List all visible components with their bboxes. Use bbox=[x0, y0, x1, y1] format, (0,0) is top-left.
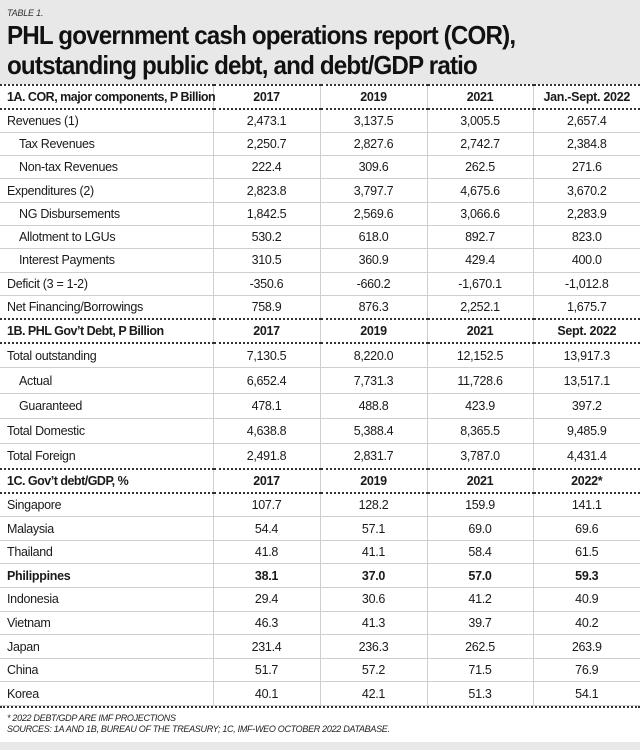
row-label: Korea bbox=[0, 682, 213, 706]
row-label: Total Domestic bbox=[0, 419, 213, 444]
cell: 4,431.4 bbox=[533, 444, 640, 469]
table-row bbox=[0, 419, 640, 444]
row-label: Net Financing/Borrowings bbox=[0, 295, 213, 318]
row-label: Philippines bbox=[0, 564, 213, 588]
cell: 13,517.1 bbox=[533, 368, 640, 393]
cell: 2,252.1 bbox=[427, 295, 533, 318]
row-label: NG Disbursements bbox=[0, 202, 213, 225]
table-row bbox=[0, 635, 640, 659]
cell: 3,066.6 bbox=[427, 202, 533, 225]
cell: 2,823.8 bbox=[213, 179, 320, 202]
cell: 128.2 bbox=[320, 493, 427, 517]
row-label: Vietnam bbox=[0, 611, 213, 635]
cell: 41.1 bbox=[320, 540, 427, 564]
table-row bbox=[0, 156, 640, 179]
section-title: 1C. Gov’t debt/GDP, % bbox=[0, 469, 213, 493]
section-1c bbox=[0, 469, 640, 705]
cell: 69.0 bbox=[427, 517, 533, 541]
cell: 7,130.5 bbox=[213, 343, 320, 368]
row-label: Singapore bbox=[0, 493, 213, 517]
row-label: Actual bbox=[0, 368, 213, 393]
cell: 876.3 bbox=[320, 295, 427, 318]
cell: 263.9 bbox=[533, 635, 640, 659]
cell: 42.1 bbox=[320, 682, 427, 706]
cell: 3,137.5 bbox=[320, 109, 427, 132]
cell: 488.8 bbox=[320, 393, 427, 418]
cell: 57.1 bbox=[320, 517, 427, 541]
column-header: 2019 bbox=[320, 319, 427, 343]
cell: 29.4 bbox=[213, 588, 320, 612]
cell: 2,491.8 bbox=[213, 444, 320, 469]
cell: 2,250.7 bbox=[213, 132, 320, 155]
section-header-1c bbox=[0, 469, 640, 493]
cell: 429.4 bbox=[427, 249, 533, 272]
row-label: Total outstanding bbox=[0, 343, 213, 368]
row-label: Guaranteed bbox=[0, 393, 213, 418]
page-title bbox=[7, 20, 588, 80]
title-line-2: outstanding public debt, and debt/GDP ratio bbox=[7, 50, 477, 80]
data-table bbox=[0, 84, 640, 706]
table-row bbox=[0, 393, 640, 418]
cell: 54.1 bbox=[533, 682, 640, 706]
cell: 271.6 bbox=[533, 156, 640, 179]
table-row bbox=[0, 179, 640, 202]
cell: 38.1 bbox=[213, 564, 320, 588]
cell: 7,731.3 bbox=[320, 368, 427, 393]
cell: 8,220.0 bbox=[320, 343, 427, 368]
cell: 51.3 bbox=[427, 682, 533, 706]
cell: 12,152.5 bbox=[427, 343, 533, 368]
row-label: Japan bbox=[0, 635, 213, 659]
row-label: Allotment to LGUs bbox=[0, 225, 213, 248]
cell: 46.3 bbox=[213, 611, 320, 635]
cell: 9,485.9 bbox=[533, 419, 640, 444]
column-header: 2021 bbox=[427, 319, 533, 343]
cell: 57.2 bbox=[320, 658, 427, 682]
section-header-1a bbox=[0, 85, 640, 109]
row-label: Tax Revenues bbox=[0, 132, 213, 155]
table-row bbox=[0, 611, 640, 635]
section-title: 1A. COR, major components, P Billion bbox=[0, 85, 213, 109]
cell: 41.2 bbox=[427, 588, 533, 612]
cell: 59.3 bbox=[533, 564, 640, 588]
section-1b bbox=[0, 319, 640, 469]
cell: 57.0 bbox=[427, 564, 533, 588]
row-label: Interest Payments bbox=[0, 249, 213, 272]
cell: 2,384.8 bbox=[533, 132, 640, 155]
table-row bbox=[0, 588, 640, 612]
cell: 51.7 bbox=[213, 658, 320, 682]
cell: 141.1 bbox=[533, 493, 640, 517]
cell: 310.5 bbox=[213, 249, 320, 272]
section-1a bbox=[0, 85, 640, 319]
row-label: Deficit (3 = 1-2) bbox=[0, 272, 213, 295]
column-header: 2017 bbox=[213, 319, 320, 343]
cell: 2,657.4 bbox=[533, 109, 640, 132]
cell: 40.1 bbox=[213, 682, 320, 706]
row-label: Thailand bbox=[0, 540, 213, 564]
row-label: Revenues (1) bbox=[0, 109, 213, 132]
footnote-sources: SOURCES: 1A AND 1B, BUREAU OF THE TREASURY; 1C, IMF-WEO OCTOBER 2022 DATABASE. bbox=[7, 724, 390, 734]
cell: 892.7 bbox=[427, 225, 533, 248]
cell: 3,797.7 bbox=[320, 179, 427, 202]
cell: 5,388.4 bbox=[320, 419, 427, 444]
table-row bbox=[0, 249, 640, 272]
cell: 76.9 bbox=[533, 658, 640, 682]
cell: 6,652.4 bbox=[213, 368, 320, 393]
table-row bbox=[0, 444, 640, 469]
cell: 1,675.7 bbox=[533, 295, 640, 318]
column-header: 2021 bbox=[427, 85, 533, 109]
row-label: China bbox=[0, 658, 213, 682]
cell: 39.7 bbox=[427, 611, 533, 635]
table-row bbox=[0, 202, 640, 225]
cell: 4,675.6 bbox=[427, 179, 533, 202]
cell: 758.9 bbox=[213, 295, 320, 318]
cell: 41.8 bbox=[213, 540, 320, 564]
title-line-1: PHL government cash operations report (COR), bbox=[7, 20, 516, 50]
column-header: 2022* bbox=[533, 469, 640, 493]
cell: 2,473.1 bbox=[213, 109, 320, 132]
footnote-projection: * 2022 DEBT/GDP ARE IMF PROJECTIONS bbox=[7, 713, 176, 723]
footnotes bbox=[0, 706, 640, 742]
cell: -660.2 bbox=[320, 272, 427, 295]
cell: 11,728.6 bbox=[427, 368, 533, 393]
cell: 58.4 bbox=[427, 540, 533, 564]
cell: 8,365.5 bbox=[427, 419, 533, 444]
cell: 478.1 bbox=[213, 393, 320, 418]
table-row bbox=[0, 295, 640, 318]
cell: 4,638.8 bbox=[213, 419, 320, 444]
cell: -1,012.8 bbox=[533, 272, 640, 295]
column-header: Sept. 2022 bbox=[533, 319, 640, 343]
cell: 69.6 bbox=[533, 517, 640, 541]
section-header-1b bbox=[0, 319, 640, 343]
column-header: 2017 bbox=[213, 469, 320, 493]
cell: 2,569.6 bbox=[320, 202, 427, 225]
row-label: Malaysia bbox=[0, 517, 213, 541]
row-label: Expenditures (2) bbox=[0, 179, 213, 202]
footer-band bbox=[0, 742, 640, 750]
column-header: 2021 bbox=[427, 469, 533, 493]
cell: -350.6 bbox=[213, 272, 320, 295]
table-row bbox=[0, 540, 640, 564]
cell: 360.9 bbox=[320, 249, 427, 272]
table-row bbox=[0, 682, 640, 706]
cell: 231.4 bbox=[213, 635, 320, 659]
cell: 37.0 bbox=[320, 564, 427, 588]
section-title: 1B. PHL Gov’t Debt, P Billion bbox=[0, 319, 213, 343]
column-header: Jan.-Sept. 2022 bbox=[533, 85, 640, 109]
cell: 1,842.5 bbox=[213, 202, 320, 225]
column-header: 2019 bbox=[320, 85, 427, 109]
cell: 159.9 bbox=[427, 493, 533, 517]
cell: 3,005.5 bbox=[427, 109, 533, 132]
cell: 40.9 bbox=[533, 588, 640, 612]
cell: 41.3 bbox=[320, 611, 427, 635]
table-row bbox=[0, 517, 640, 541]
cell: 54.4 bbox=[213, 517, 320, 541]
row-label: Total Foreign bbox=[0, 444, 213, 469]
cell: 262.5 bbox=[427, 635, 533, 659]
cell: 3,670.2 bbox=[533, 179, 640, 202]
cell: 222.4 bbox=[213, 156, 320, 179]
cell: 30.6 bbox=[320, 588, 427, 612]
cell: 262.5 bbox=[427, 156, 533, 179]
table-row bbox=[0, 368, 640, 393]
table-row-highlight bbox=[0, 564, 640, 588]
table-row bbox=[0, 272, 640, 295]
cell: 236.3 bbox=[320, 635, 427, 659]
table-row bbox=[0, 343, 640, 368]
row-label: Non-tax Revenues bbox=[0, 156, 213, 179]
cell: 3,787.0 bbox=[427, 444, 533, 469]
cell: 400.0 bbox=[533, 249, 640, 272]
cell: 618.0 bbox=[320, 225, 427, 248]
cell: 2,742.7 bbox=[427, 132, 533, 155]
column-header: 2017 bbox=[213, 85, 320, 109]
row-label: Indonesia bbox=[0, 588, 213, 612]
table-row bbox=[0, 658, 640, 682]
table-row bbox=[0, 493, 640, 517]
table-row bbox=[0, 225, 640, 248]
table-row bbox=[0, 132, 640, 155]
cell: 61.5 bbox=[533, 540, 640, 564]
column-header: 2019 bbox=[320, 469, 427, 493]
cell: 71.5 bbox=[427, 658, 533, 682]
cell: 2,831.7 bbox=[320, 444, 427, 469]
cell: 397.2 bbox=[533, 393, 640, 418]
cell: 2,827.6 bbox=[320, 132, 427, 155]
cell: 823.0 bbox=[533, 225, 640, 248]
cell: 2,283.9 bbox=[533, 202, 640, 225]
cell: 530.2 bbox=[213, 225, 320, 248]
cell: 40.2 bbox=[533, 611, 640, 635]
cell: 107.7 bbox=[213, 493, 320, 517]
cell: 309.6 bbox=[320, 156, 427, 179]
cell: 423.9 bbox=[427, 393, 533, 418]
cell: -1,670.1 bbox=[427, 272, 533, 295]
cell: 13,917.3 bbox=[533, 343, 640, 368]
table-label: TABLE 1. bbox=[7, 8, 44, 18]
table-row bbox=[0, 109, 640, 132]
title-area bbox=[0, 0, 640, 84]
